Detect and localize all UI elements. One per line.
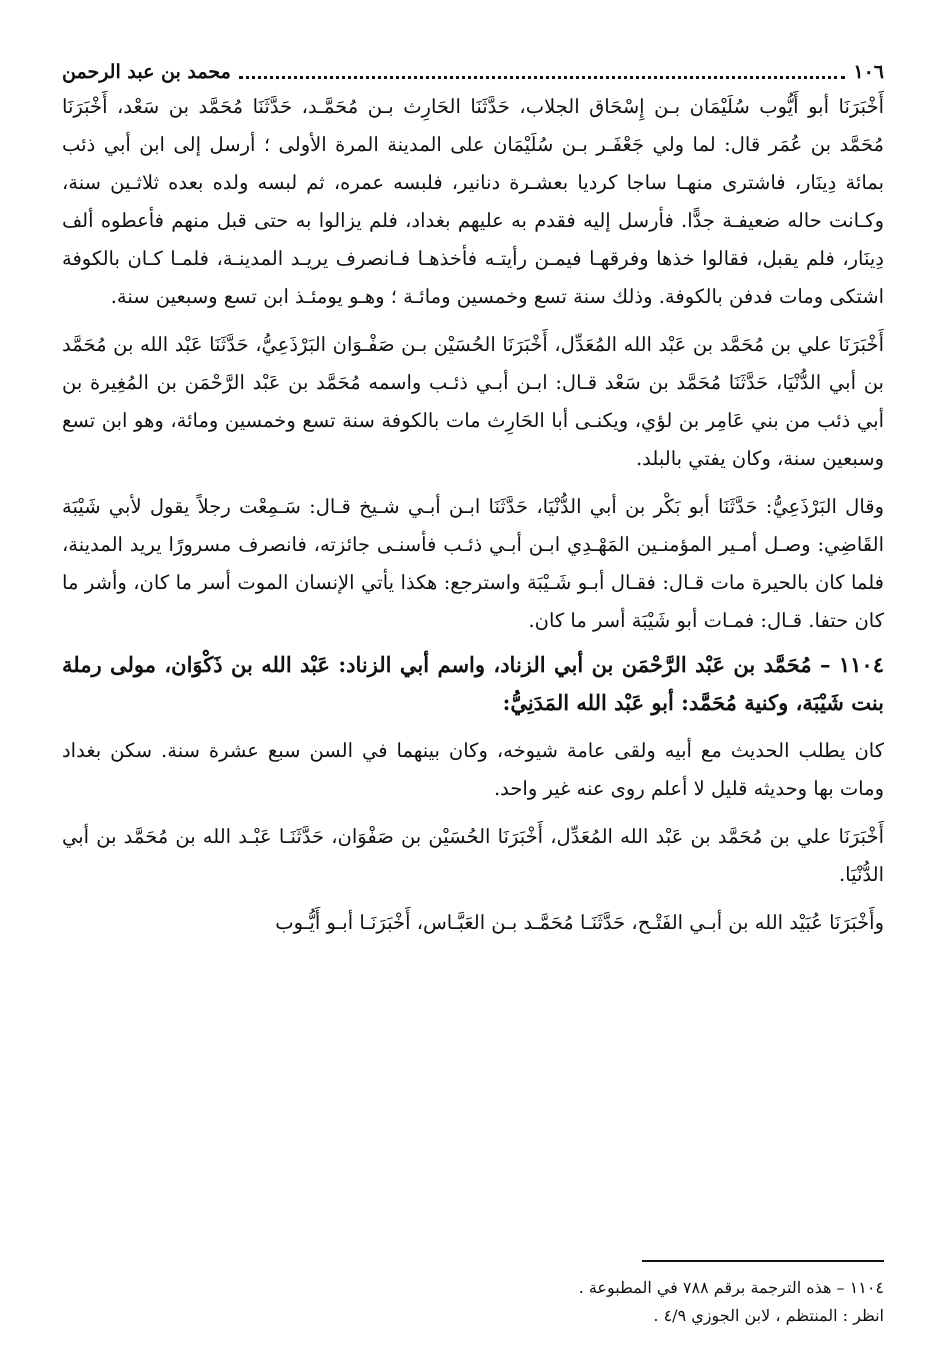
- paragraph: أَخْبَرَنَا أبو أَيُّوب سُلَيْمَان بـن إِسْحَاق الجلاب، حَدَّثَنَا الحَارِث بـن مُحَمَّـد، حَدَّثَنَا مُحَمَّد بن سَعْد، أَخْبَرَنَا مُحَمَّد بن عُمَر قال: لما ولي جَعْفَـر بـن سُلَيْمَان على المدينة المرة الأولى ؛ أرسل إلى ابن أبي ذئب بمائة دِينَار، فاشترى منهـا ساجا كرديا بعشـرة دنانير، فلبسه عمره، ثم لبسه ولده بعده ثلاثـين سنة، وكـانت حاله ضعيفـة جدًّا. فأرسل إليه فقدم به عليهم بغداد، فلم يزالوا به حتى قبل منهم فأعطوه ألف دِينَار، فلم يقبل، فقالوا خذها وفرقهـا فيمـن رأيتـه فأخذهـا فـانصرف يريـد المدينـة، فلمـا كـان بالكوفة اشتكى ومات فدفن بالكوفة. وذلك سنة تسع وخمسين ومائـة ؛ وهـو يومئـذ ابن تسع وسبعين سنة.: [62, 95, 884, 308]
- leader-dots: [239, 76, 846, 79]
- book-page: [62, 52, 884, 1342]
- paragraph: وأَخْبَرَنَا عُبَيْد الله بن أبـي الفَتْـح، حَدَّثَنَـا مُحَمَّـد بـن العَبَّـاس، أَخْبَرَنَـا أبـو أَيُّـوب: [275, 911, 884, 934]
- paragraph: كان يطلب الحديث مع أبيه ولقى عامة شيوخه، وكان بينهما في السن سبع عشرة سنة. سكن بغداد ومات بها وحديثه قليل لا أعلم روى عنه غير واحد.: [62, 739, 884, 800]
- paragraph: أَخْبَرَنَا علي بن مُحَمَّد بن عَبْد الله المُعَدِّل، أَخْبَرَنَا الحُسَيْن بن صَفْوَان، حَدَّثَنَـا عَبْـد الله بن مُحَمَّد بن أبي الدُّنْيَا.: [62, 825, 884, 886]
- page-number: ١٠٦: [853, 61, 884, 83]
- paragraph: أَخْبَرَنَا علي بن مُحَمَّد بن عَبْد الله المُعَدِّل، أَخْبَرَنَا الحُسَيْن بـن صَفْـوَان البَرْذَعِيُّ، حَدَّثَنَا عَبْد الله بن مُحَمَّد بن أبي الدُّنْيَا، حَدَّثَنَا مُحَمَّد بن سَعْد قـال: ابـن أبـي ذئـب واسمه مُحَمَّد بن عَبْد الرَّحْمَن بن المُغِيرة بن أبي ذئب من بني عَامِر بن لؤي، ويكنـى أبا الحَارِث مات بالكوفة سنة تسع وخمسين ومائة، وهو ابن تسع وسبعين سنة، وكان يفتي بالبلد.: [62, 333, 884, 470]
- running-header: [62, 52, 884, 88]
- footnotes: [62, 1274, 884, 1330]
- entry-heading: ١١٠٤ – مُحَمَّد بن عَبْد الرَّحْمَن بن أبي الزناد، واسم أبي الزناد: عَبْد الله بن ذَكْوَان، مولى رملة بنت شَيْبَة، وكنية مُحَمَّد: أبو عَبْد الله المَدَنِيُّ:: [62, 652, 884, 715]
- footnote: انظر : المنتظم ، لابن الجوزي ٤/٩ .: [653, 1306, 884, 1325]
- footnote: ١١٠٤ – هذه الترجمة برقم ٧٨٨ في المطبوعة .: [578, 1278, 884, 1297]
- footnote-rule: [642, 1260, 884, 1262]
- paragraph: وقال البَرْذَعِيُّ: حَدَّثَنَا أبو بَكْر بن أبي الدُّنْيَا، حَدَّثَنَا ابـن أبـي شـيخ قـال: سَـمِعْت رجلاً يقول لأبي شَيْبَة القَاضِي: وصـل أمـير المؤمنـين المَهْـدِي ابـن أبـي ذئـب فأسنـى جائزته، فانصرف مسرورًا يريد المدينة، فلما كان بالحيرة مات قـال: فقـال أبـو شَـيْبَة واسترجع: هكذا يأتي الإنسان الموت أسر ما كان، وأشر ما كان حتفا. قـال: فمـات أبو شَيْبَة أسر ما كان.: [62, 495, 884, 632]
- running-title: محمد بن عبد الرحمن: [62, 61, 231, 83]
- main-text: [62, 88, 884, 942]
